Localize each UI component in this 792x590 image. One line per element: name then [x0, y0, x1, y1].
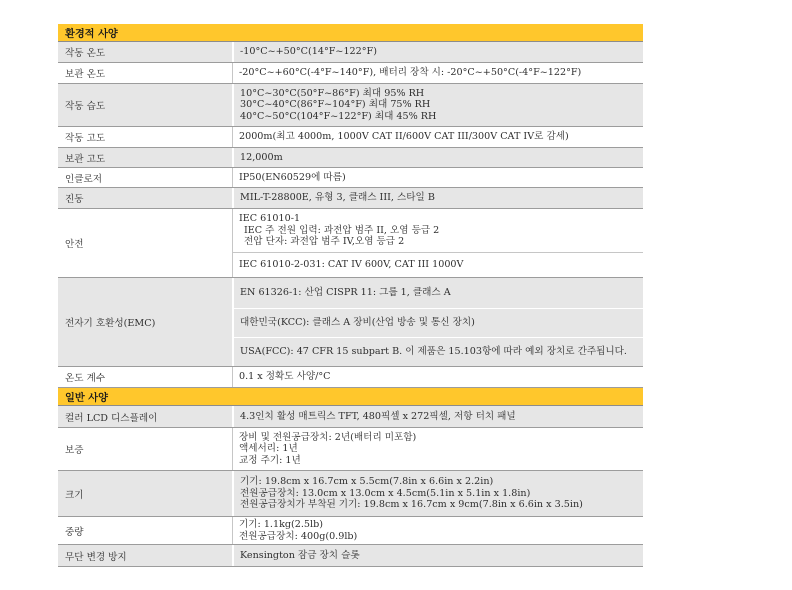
operating-altitude-label: 작동 고도: [65, 133, 106, 144]
emc-line: USA(FCC): 47 CFR 15 subpart B. 이 제품은 15.103항에 따라 예외 장치로 간주됩니다.: [240, 346, 627, 358]
tamper-prevention-label: 무단 변경 방지: [65, 551, 127, 563]
emc-value: [232, 278, 643, 366]
tamper-prevention-value: [232, 545, 643, 566]
row-operating-temperature: [58, 42, 643, 63]
storage-altitude-line: 12,000m: [240, 151, 283, 163]
size-line: 기기: 19.8cm x 16.7cm x 5.5cm(7.8in x 6.6in x 2.2in): [240, 476, 494, 488]
vibration-line: MIL-T-28800E, 유형 3, 클래스 III, 스타일 B: [240, 192, 435, 204]
safety-line: IEC 주 전원 입력: 과전압 범주 II, 오염 등급 2: [244, 224, 440, 236]
operating-humidity-line: 10°C~30°C(50°F~86°F) 최대 95% RH: [240, 87, 425, 99]
row-tamper-prevention: [58, 545, 643, 567]
safety-line: IEC 61010-2-031: CAT IV 600V, CAT III 1000V: [239, 259, 464, 271]
safety-line: 전압 단자: 과전압 범주 IV,오염 등급 2: [244, 236, 405, 248]
safety-standard-61010-1: [233, 209, 643, 253]
temperature-coefficient-label: 온도 계수: [65, 373, 106, 384]
storage-temperature-value: [232, 63, 643, 83]
emc-en61326: [234, 278, 643, 309]
warranty-line: 교정 주기: 1년: [239, 454, 301, 466]
safety-label: 안전: [65, 239, 84, 250]
tamper-prevention-line: Kensington 잠금 장치 슬롯: [240, 549, 360, 561]
row-color-lcd-display: [58, 406, 643, 428]
operating-humidity-value: [232, 84, 643, 126]
row-safety: [58, 209, 643, 278]
emc-line: 대한민국(KCC): 클래스 A 장비(산업 방송 및 통신 장치): [240, 317, 475, 329]
spec-table: [58, 24, 643, 567]
warranty-value: [232, 428, 643, 470]
vibration-label: 진동: [65, 194, 84, 205]
color-lcd-display-line: 4.3인치 활성 매트릭스 TFT, 480픽셀 x 272픽셀, 저항 터치 패널: [240, 410, 516, 422]
enclosure-value: [232, 168, 643, 187]
storage-altitude-value: [232, 148, 643, 167]
operating-humidity-line: 30°C~40°C(86°F~104°F) 최대 75% RH: [240, 99, 431, 111]
weight-value: [232, 517, 643, 544]
operating-temperature-value: [232, 42, 643, 62]
emc-fcc: [234, 338, 643, 366]
warranty-label: 보증: [65, 445, 84, 456]
row-vibration: [58, 188, 643, 209]
safety-standard-61010-2-031: [233, 253, 643, 277]
size-value: [232, 471, 643, 516]
size-line: 전원공급장치가 부착된 기기: 19.8cm x 16.7cm x 9cm(7.8in x 6.6in x 3.5in): [240, 499, 583, 511]
vibration-value: [232, 188, 643, 208]
row-weight: [58, 517, 643, 545]
emc-line: EN 61326-1: 산업 CISPR 11: 그룹 1, 클래스 A: [240, 287, 451, 299]
emc-kcc: [234, 309, 643, 338]
safety-value: [232, 209, 643, 277]
safety-line: IEC 61010-1: [239, 213, 301, 225]
row-operating-altitude: [58, 127, 643, 148]
emc-label: 전자기 호환성(EMC): [65, 318, 156, 329]
weight-line: 기기: 1.1kg(2.5lb): [239, 518, 323, 530]
temperature-coefficient-value: [232, 367, 643, 387]
operating-humidity-label: 작동 습도: [65, 101, 106, 112]
operating-altitude-line: 2000m(최고 4000m, 1000V CAT II/600V CAT III/300V CAT IV로 감세): [239, 131, 569, 143]
size-line: 전원공급장치: 13.0cm x 13.0cm x 4.5cm(5.1in x 5.1in x 1.8in): [240, 487, 531, 499]
storage-temperature-line: -20°C~+60°C(-4°F~140°F), 배터리 장착 시: -20°C~+50°C(-4°F~122°F): [239, 67, 582, 79]
temperature-coefficient-line: 0.1 x 정확도 사양/°C: [239, 371, 331, 383]
storage-temperature-label: 보관 온도: [65, 69, 106, 80]
size-label: 크기: [65, 489, 84, 501]
section-header-environmental: 환경적 사양: [58, 24, 643, 42]
row-size: [58, 471, 643, 517]
operating-temperature-label: 작동 온도: [65, 48, 106, 59]
row-storage-temperature: [58, 63, 643, 84]
color-lcd-display-label: 컬러 LCD 디스플레이: [65, 412, 158, 424]
weight-label: 중량: [65, 526, 84, 538]
storage-altitude-label: 보관 고도: [65, 153, 106, 165]
warranty-line: 액세서리: 1년: [239, 443, 298, 455]
operating-altitude-value: [232, 127, 643, 147]
section-header-general: 일반 사양: [58, 388, 643, 406]
row-operating-humidity: [58, 84, 643, 127]
row-temperature-coefficient: [58, 367, 643, 388]
enclosure-line: IP50(EN60529에 따름): [239, 171, 346, 183]
operating-humidity-line: 40°C~50°C(104°F~122°F) 최대 45% RH: [240, 110, 437, 122]
color-lcd-display-value: [232, 406, 643, 427]
row-warranty: [58, 428, 643, 471]
operating-temperature-line: -10°C~+50°C(14°F~122°F): [240, 46, 377, 58]
enclosure-label: 인클로저: [65, 173, 103, 185]
warranty-line: 장비 및 전원공급장치: 2년(배터리 미포함): [239, 431, 417, 443]
row-enclosure: [58, 168, 643, 188]
row-storage-altitude: [58, 148, 643, 168]
weight-line: 전원공급장치: 400g(0.9lb): [239, 530, 358, 542]
row-emc: [58, 278, 643, 367]
